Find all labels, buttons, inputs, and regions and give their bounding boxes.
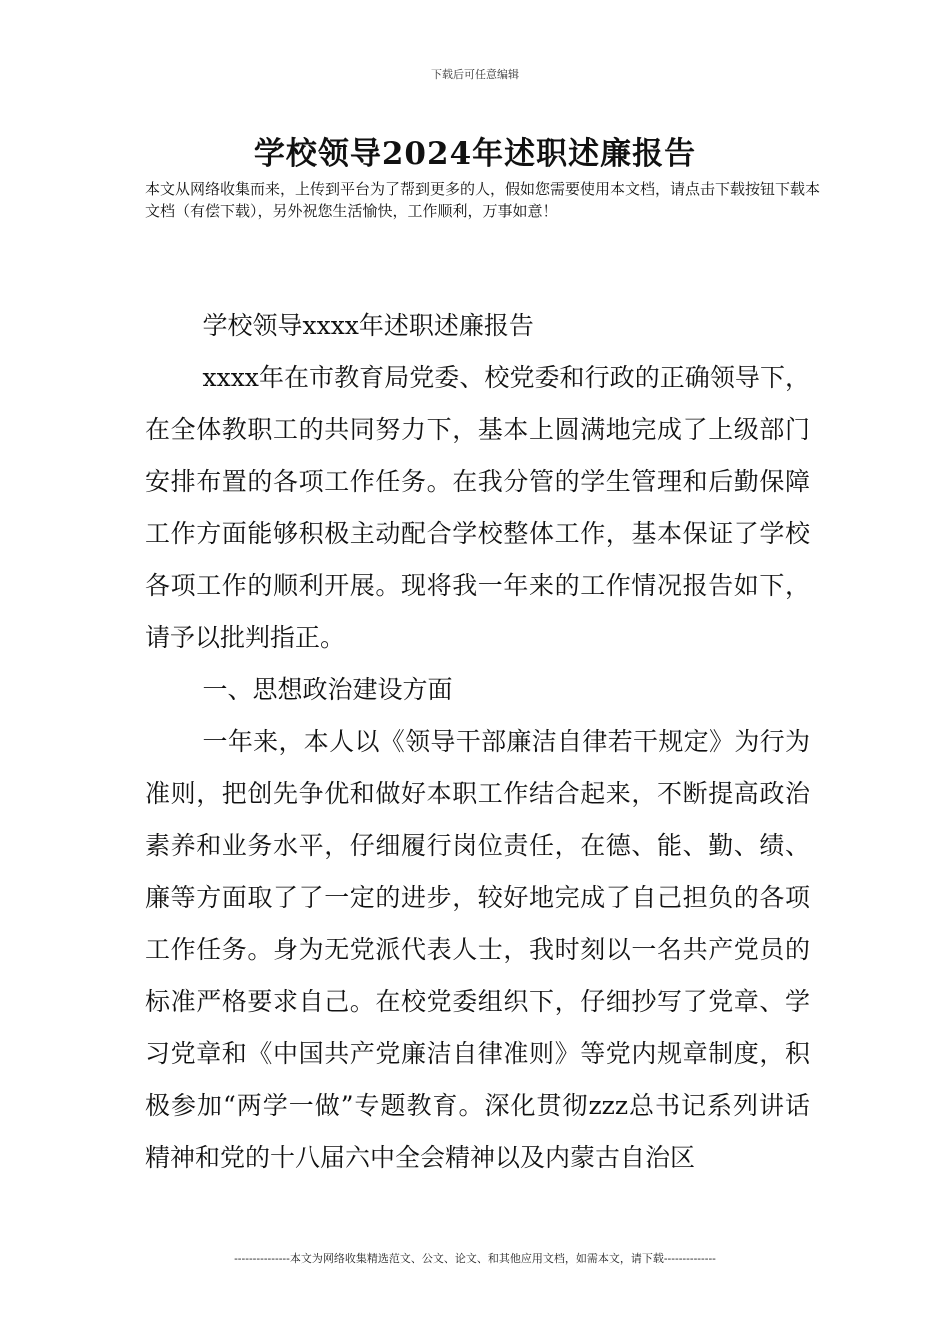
page-footer: ---------------本文为网络收集精选范文、公文、论文、和其他应用文档，如需本文，请下载--------------: [234, 1252, 716, 1265]
download-notice: 本文从网络收集而来，上传到平台为了帮到更多的人，假如您需要使用本文档，请点击下载按钮下载本文档（有偿下载），另外祝您生活愉快，工作顺利，万事如意！: [145, 180, 821, 220]
document-title: 学校领导2024年述职述廉报告: [253, 136, 697, 172]
page-header: 下载后可任意编辑: [431, 68, 519, 81]
report-subtitle: 学校领导xxxx年述职述廉报告: [202, 311, 534, 340]
section-heading: 一、思想政治建设方面: [202, 675, 453, 704]
body-paragraph-intro: xxxx年在市教育局党委、校党委和行政的正确领导下，在全体教职工的共同努力下，基本上圆满地完成了上级部门安排布置的各项工作任务。在我分管的学生管理和后勤保障工作方面能够积极主动配合学校整体工作，基本保证了学校各项工作的顺利开展。现将我一年来的工作情况报告如下，请予以批判指正。: [145, 363, 810, 652]
document-body: [145, 300, 810, 1184]
body-paragraph-political: 一年来，本人以《领导干部廉洁自律若干规定》为行为准则，把创先争优和做好本职工作结合起来，不断提高政治素养和业务水平，仔细履行岗位责任，在德、能、勤、绩、廉等方面取了了一定的进步，较好地完成了自己担负的各项工作任务。身为无党派代表人士，我时刻以一名共产党员的标准严格要求自己。在校党委组织下，仔细抄写了党章、学习党章和《中国共产党廉洁自律准则》等党内规章制度，积极参加“两学一做”专题教育。深化贯彻zzz总书记系列讲话精神和党的十八届六中全会精神以及内蒙古自治区: [145, 727, 810, 1172]
